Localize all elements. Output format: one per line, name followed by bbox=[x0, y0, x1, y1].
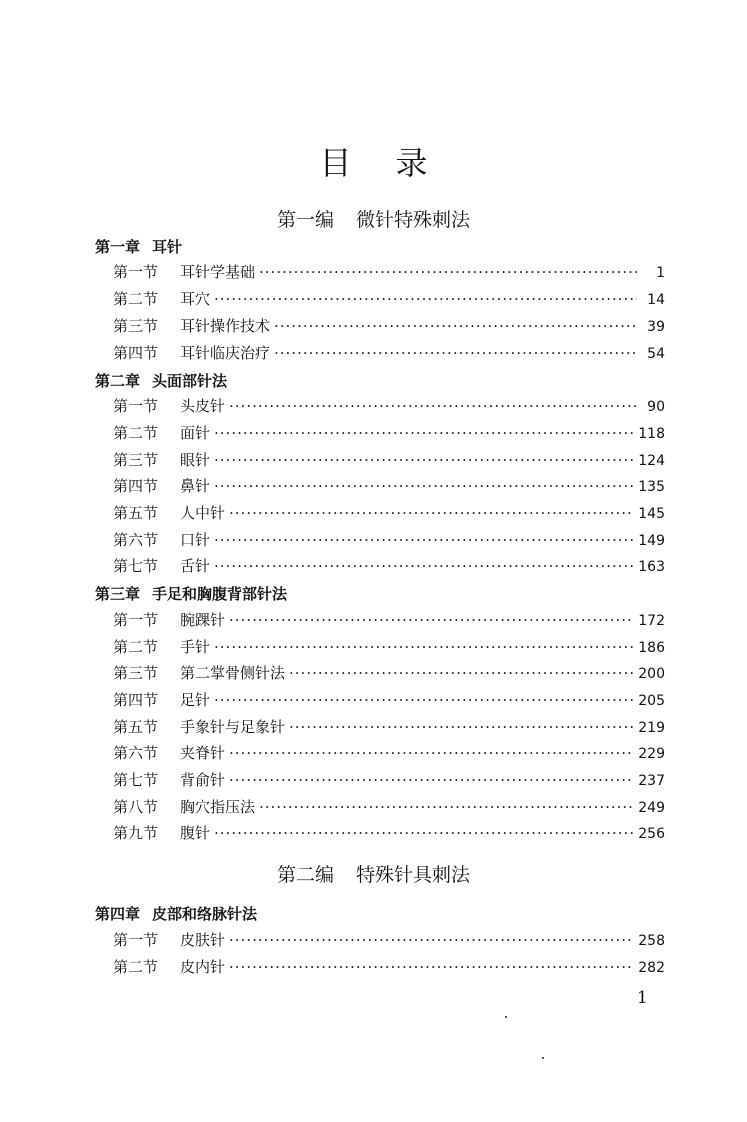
toc-entry[interactable] bbox=[113, 636, 665, 658]
toc-entry[interactable] bbox=[113, 555, 665, 577]
part-label: 第二编 bbox=[276, 864, 334, 886]
toc-entry[interactable] bbox=[113, 956, 665, 978]
section-label: 第三节 bbox=[113, 451, 159, 469]
section-label: 第四节 bbox=[113, 344, 159, 362]
dot-leader bbox=[214, 557, 634, 575]
chapter-heading-4 bbox=[95, 903, 257, 924]
section-name: 第二掌骨侧针法 bbox=[180, 664, 286, 682]
section-name: 头皮针 bbox=[180, 397, 226, 415]
chapter-heading-1 bbox=[95, 236, 182, 257]
section-name: 皮肤针 bbox=[180, 931, 226, 949]
toc-entry[interactable] bbox=[113, 449, 665, 471]
section-label: 第七节 bbox=[113, 557, 159, 575]
toc-entry[interactable] bbox=[113, 315, 665, 337]
section-label: 第一节 bbox=[113, 397, 159, 415]
chapter-label: 第四章 bbox=[95, 905, 141, 923]
toc-entry[interactable] bbox=[113, 689, 665, 711]
section-name: 人中针 bbox=[180, 504, 226, 522]
toc-entry[interactable] bbox=[113, 716, 665, 738]
section-label: 第三节 bbox=[113, 664, 159, 682]
dot-leader bbox=[229, 397, 637, 415]
page-ref: 39 bbox=[647, 319, 665, 335]
section-name: 耳穴 bbox=[180, 290, 211, 308]
section-name: 手针 bbox=[180, 638, 211, 656]
page-title: 目录 bbox=[319, 144, 472, 182]
toc-entry[interactable] bbox=[113, 929, 665, 951]
dot-leader bbox=[229, 504, 634, 522]
dot-leader bbox=[214, 424, 634, 442]
toc-entry[interactable] bbox=[113, 261, 665, 283]
dot-leader bbox=[214, 638, 634, 656]
section-name: 皮内针 bbox=[180, 958, 226, 976]
section-label: 第四节 bbox=[113, 691, 159, 709]
chapter-heading-2 bbox=[95, 370, 227, 391]
toc-entry[interactable] bbox=[113, 395, 665, 417]
scan-speck bbox=[505, 1016, 507, 1018]
page-ref: 118 bbox=[638, 426, 665, 442]
section-label: 第二节 bbox=[113, 638, 159, 656]
dot-leader bbox=[214, 691, 634, 709]
chapter-name: 头面部针法 bbox=[152, 372, 228, 390]
chapter-name: 皮部和络脉针法 bbox=[152, 905, 258, 923]
scan-speck bbox=[542, 1057, 544, 1059]
section-label: 第二节 bbox=[113, 958, 159, 976]
chapter-label: 第一章 bbox=[95, 238, 141, 256]
toc-entry[interactable] bbox=[113, 662, 665, 684]
section-name: 腹针 bbox=[180, 824, 211, 842]
page-ref: 135 bbox=[638, 479, 665, 495]
page-ref: 219 bbox=[638, 720, 665, 736]
chapter-name: 手足和胸腹背部针法 bbox=[152, 585, 288, 603]
section-label: 第三节 bbox=[113, 317, 159, 335]
section-label: 第八节 bbox=[113, 798, 159, 816]
dot-leader bbox=[214, 290, 637, 308]
dot-leader bbox=[229, 744, 634, 762]
part-label: 第一编 bbox=[276, 209, 334, 231]
dot-leader bbox=[289, 664, 634, 682]
toc-entry[interactable] bbox=[113, 502, 665, 524]
dot-leader bbox=[259, 798, 634, 816]
section-name: 夹脊针 bbox=[180, 744, 226, 762]
section-label: 第一节 bbox=[113, 931, 159, 949]
dot-leader bbox=[289, 718, 634, 736]
chapter-label: 第三章 bbox=[95, 585, 141, 603]
section-label: 第九节 bbox=[113, 824, 159, 842]
section-label: 第四节 bbox=[113, 477, 159, 495]
section-name: 口针 bbox=[180, 531, 211, 549]
page-ref: 256 bbox=[638, 826, 665, 842]
toc-entry[interactable] bbox=[113, 342, 665, 364]
section-name: 耳针临庆治疗 bbox=[180, 344, 271, 362]
page-ref: 14 bbox=[647, 292, 665, 308]
page-ref: 54 bbox=[647, 346, 665, 362]
page-ref: 186 bbox=[638, 640, 665, 656]
page-ref: 249 bbox=[638, 800, 665, 816]
page-number: 1 bbox=[637, 988, 648, 1008]
section-label: 第七节 bbox=[113, 771, 159, 789]
section-name: 背俞针 bbox=[180, 771, 226, 789]
section-name: 耳针操作技术 bbox=[180, 317, 271, 335]
chapter-name: 耳针 bbox=[152, 238, 183, 256]
dot-leader bbox=[214, 477, 634, 495]
dot-leader bbox=[229, 771, 634, 789]
section-name: 面针 bbox=[180, 424, 211, 442]
toc-entry[interactable] bbox=[113, 609, 665, 631]
section-name: 腕踝针 bbox=[180, 611, 226, 629]
dot-leader bbox=[274, 317, 637, 335]
part-heading-2 bbox=[0, 860, 747, 887]
page-ref: 200 bbox=[638, 666, 665, 682]
section-label: 第二节 bbox=[113, 424, 159, 442]
section-label: 第六节 bbox=[113, 531, 159, 549]
dot-leader bbox=[229, 611, 634, 629]
section-label: 第一节 bbox=[113, 611, 159, 629]
page-ref: 1 bbox=[656, 265, 665, 281]
dot-leader bbox=[229, 958, 634, 976]
section-label: 第二节 bbox=[113, 290, 159, 308]
section-label: 第五节 bbox=[113, 718, 159, 736]
page-ref: 90 bbox=[647, 399, 665, 415]
part-heading-1 bbox=[0, 205, 747, 232]
toc-entry[interactable] bbox=[113, 475, 665, 497]
toc-entry[interactable] bbox=[113, 288, 665, 310]
section-name: 手象针与足象针 bbox=[180, 718, 286, 736]
section-name: 眼针 bbox=[180, 451, 211, 469]
dot-leader bbox=[214, 531, 634, 549]
dot-leader bbox=[214, 824, 634, 842]
dot-leader bbox=[229, 931, 634, 949]
toc-entry[interactable] bbox=[113, 796, 665, 818]
chapter-label: 第二章 bbox=[95, 372, 141, 390]
page-ref: 145 bbox=[638, 506, 665, 522]
section-name: 鼻针 bbox=[180, 477, 211, 495]
section-name: 耳针学基础 bbox=[180, 263, 256, 281]
page-ref: 172 bbox=[638, 613, 665, 629]
section-name: 胸穴指压法 bbox=[180, 798, 256, 816]
dot-leader bbox=[259, 263, 637, 281]
page-ref: 163 bbox=[638, 559, 665, 575]
page-ref: 229 bbox=[638, 746, 665, 762]
page-ref: 237 bbox=[638, 773, 665, 789]
part-name: 微针特殊刺法 bbox=[356, 209, 471, 231]
toc-entry[interactable] bbox=[113, 742, 665, 764]
toc-entry[interactable] bbox=[113, 529, 665, 551]
page-ref: 282 bbox=[638, 960, 665, 976]
section-name: 舌针 bbox=[180, 557, 211, 575]
toc-entry[interactable] bbox=[113, 422, 665, 444]
page-ref: 258 bbox=[638, 933, 665, 949]
section-name: 足针 bbox=[180, 691, 211, 709]
page-ref: 149 bbox=[638, 533, 665, 549]
section-label: 第五节 bbox=[113, 504, 159, 522]
dot-leader bbox=[274, 344, 637, 362]
page-ref: 124 bbox=[638, 453, 665, 469]
page-ref: 205 bbox=[638, 693, 665, 709]
toc-entry[interactable] bbox=[113, 822, 665, 844]
section-label: 第一节 bbox=[113, 263, 159, 281]
chapter-heading-3 bbox=[95, 583, 287, 604]
toc-entry[interactable] bbox=[113, 769, 665, 791]
part-name: 特殊针具刺法 bbox=[356, 864, 471, 886]
dot-leader bbox=[214, 451, 634, 469]
section-label: 第六节 bbox=[113, 744, 159, 762]
